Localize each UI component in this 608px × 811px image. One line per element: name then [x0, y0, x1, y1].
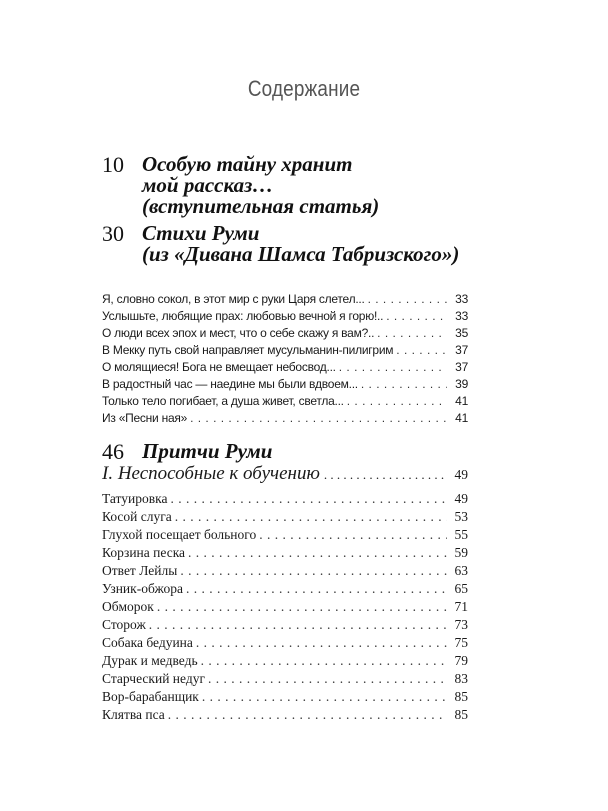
entry-page: 41 [455, 394, 468, 408]
entry-page: 37 [455, 343, 468, 357]
dot-leader [186, 581, 447, 597]
toc-entry-parable[interactable] [102, 563, 468, 579]
dot-leader [188, 545, 447, 561]
dot-leader [361, 377, 447, 391]
dot-leader [201, 653, 447, 669]
entry-page: 85 [454, 689, 468, 704]
entry-title: Собака бедуина [102, 635, 193, 650]
toc-entry-parable[interactable] [102, 707, 468, 723]
toc-entry-poem[interactable] [102, 292, 468, 306]
dot-leader [168, 707, 447, 723]
toc-entry-poem[interactable] [102, 411, 468, 425]
entry-title: Ответ Лейлы [102, 563, 178, 578]
toc-entry-poem[interactable] [102, 309, 468, 323]
toc-entry-parable[interactable] [102, 671, 468, 687]
dot-leader [324, 467, 446, 483]
dot-leader [208, 671, 447, 687]
toc-entry-poem[interactable] [102, 394, 468, 408]
entry-page: 53 [454, 509, 468, 524]
entry-title: Татуировка [102, 491, 168, 506]
entry-page: 33 [455, 292, 468, 306]
toc-entry-parable[interactable] [102, 635, 468, 651]
toc-entry-parable[interactable] [102, 581, 468, 597]
subsection-title: I. Неспособные к обучению [102, 463, 320, 484]
entry-title: В Мекку путь свой направляет мусульманин-пилигрим [102, 343, 394, 357]
entry-title: Услышьте, любящие прах: любовью вечной я горю!.. [102, 309, 384, 323]
toc-entry-poem[interactable] [102, 377, 468, 391]
section-title-line: мой рассказ… [142, 173, 274, 197]
entry-title: Корзина песка [102, 545, 186, 560]
entry-page: 37 [455, 360, 468, 374]
section-title-line: (из «Дивана Шамса Табризского») [142, 242, 460, 266]
entry-page: 39 [455, 377, 468, 391]
entry-page: 35 [455, 326, 468, 340]
entry-title: О молящиеся! Бога не вмещает небосвод... [102, 360, 336, 374]
toc-entry-parable[interactable] [102, 599, 468, 615]
dot-leader [157, 599, 447, 615]
entry-page: 83 [454, 671, 468, 686]
dot-leader [196, 635, 447, 651]
toc-entry-poem[interactable] [102, 360, 468, 374]
entry-title: Из «Песни ная» [102, 411, 188, 425]
entry-page: 63 [454, 563, 468, 578]
entry-title: Я, словно сокол, в этот мир с руки Царя слетел... [102, 292, 365, 306]
section-number: 10 [102, 152, 124, 177]
entry-page: 59 [454, 545, 468, 560]
dot-leader [259, 527, 447, 543]
entry-page: 73 [454, 617, 468, 632]
toc-entry-parable[interactable] [102, 653, 468, 669]
entry-title: Узник-обжора [102, 581, 183, 596]
entry-title: Косой слуга [102, 509, 172, 524]
entry-title: Обморок [102, 599, 154, 614]
section-title-line: (вступительная статья) [142, 194, 380, 218]
section-title-line: Особую тайну хранит [142, 152, 353, 176]
dot-leader [202, 689, 447, 705]
dot-leader [386, 309, 447, 323]
entry-title: Клятва пса [102, 707, 165, 722]
dot-leader [339, 360, 447, 374]
dot-leader [180, 563, 447, 579]
dot-leader [149, 617, 447, 633]
entry-title: Дурак и медведь [102, 653, 198, 668]
entry-page: 65 [454, 581, 468, 596]
entry-title: Глухой посещает больного [102, 527, 257, 542]
section-title-line: Стихи Руми [142, 221, 260, 245]
entry-page: 41 [455, 411, 468, 425]
entry-title: Сторож [102, 617, 146, 632]
entry-title: Старческий недуг [102, 671, 205, 686]
entry-title: О люди всех эпох и мест, что о себе скажу я вам?.. [102, 326, 375, 340]
dot-leader [347, 394, 447, 408]
toc-entry-parable[interactable] [102, 527, 468, 543]
section-title-line: Притчи Руми [142, 439, 273, 463]
toc-entry-poem[interactable] [102, 326, 468, 340]
entry-title: Только тело погибает, а душа живет, светла... [102, 394, 344, 408]
toc-entry-parable[interactable] [102, 509, 468, 525]
entry-title: Вор-барабанщик [102, 689, 199, 704]
entry-page: 75 [454, 635, 468, 650]
dot-leader [377, 326, 447, 340]
entry-page: 49 [454, 491, 468, 506]
toc-subsection[interactable] [102, 463, 468, 485]
dot-leader [368, 292, 447, 306]
dot-leader [170, 491, 447, 507]
dot-leader [175, 509, 447, 525]
dot-leader [190, 411, 447, 425]
entry-page: 85 [454, 707, 468, 722]
entry-title: В радостный час — наедине мы были вдвоем... [102, 377, 358, 391]
toc-entry-parable[interactable] [102, 491, 468, 507]
subsection-page: 49 [454, 467, 468, 482]
entry-page: 33 [455, 309, 468, 323]
entry-page: 55 [454, 527, 468, 542]
toc-entry-poem[interactable] [102, 343, 468, 357]
dot-leader [396, 343, 447, 357]
toc-entry-parable[interactable] [102, 545, 468, 561]
toc-entry-parable[interactable] [102, 689, 468, 705]
section-number: 30 [102, 221, 124, 246]
entry-page: 79 [454, 653, 468, 668]
toc-entry-parable[interactable] [102, 617, 468, 633]
page-title: Содержание [247, 76, 361, 101]
section-number: 46 [102, 439, 124, 464]
entry-page: 71 [454, 599, 468, 614]
